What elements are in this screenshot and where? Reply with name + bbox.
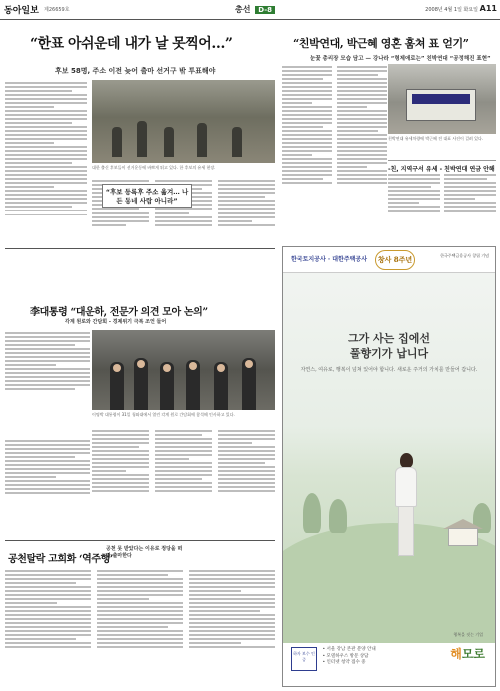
- photo-caption: 친박연대 유세차량에 박근혜 전 대표 사진이 걸려 있다.: [388, 136, 484, 141]
- text-column: [155, 428, 212, 494]
- second-body-left-lower: [5, 438, 90, 496]
- brand-logo: [450, 645, 485, 662]
- right-subhead: 눈꽃 총리장 모습 담고 — 강나라 “형제애로는” 친박연대 “공정해진 표현”: [310, 56, 491, 62]
- main-headline: “한표 아쉬운데 내가 날 못찍어…”: [30, 36, 233, 52]
- ad-tree: [329, 499, 347, 533]
- second-subhead: 각계 원로와 간담회 - 경제위기 극복 조언 들어: [65, 319, 167, 325]
- masthead: [0, 0, 500, 20]
- quality-stamp: 하자 보수 인증: [291, 647, 317, 671]
- ad-slogan: [283, 331, 495, 361]
- text-column: [5, 568, 91, 650]
- anniversary-emblem: 창사 8주년: [375, 250, 415, 270]
- ad-announcement: 한국주택금융공사 창립 기념: [440, 253, 489, 258]
- text-column: [5, 80, 87, 218]
- ad-model-figure: [391, 453, 421, 563]
- ad-info-line: • 모델하우스 방문 상담: [322, 653, 369, 659]
- photo-caption: 대한 출신 후보들이 선거운동에 바쁘게 뛰고 있다. 한 후보의 유세 현장.: [92, 165, 216, 170]
- photo-face: [245, 360, 253, 368]
- photo-person: [110, 362, 124, 410]
- model-legs: [398, 506, 414, 556]
- photo-figure: [232, 127, 242, 157]
- third-side-text: 공천 못 받았다는 이유로 정당을 떠나 출마한다: [106, 546, 183, 559]
- photo-caption: 이명박 대통령이 31일 청와대에서 열린 각계 원로 간담회에 참석해 인사하고 있다.: [92, 412, 235, 417]
- campaign-photo: [92, 80, 275, 163]
- ad-corporation: 한국토지공사 · 대한주택공사: [291, 256, 368, 263]
- second-headline: 李대통령 “대운하, 전문가 의견 모아 논의”: [30, 307, 208, 318]
- dateline: 2008년 4월 1일 화요일: [425, 7, 478, 13]
- second-body-left: [5, 330, 90, 392]
- ad-info-line: • 서울 강남 본관 분양 안내: [322, 647, 376, 652]
- slogan-line: 풀향기가 납니다: [349, 347, 429, 360]
- right-headline: “친박연대, 박근혜 영혼 훔쳐 표 얻기”: [293, 37, 469, 50]
- ad-header: [283, 247, 495, 273]
- section-name: 총선: [235, 5, 251, 14]
- divider: [5, 540, 275, 541]
- text-column: [337, 64, 387, 186]
- text-column: [97, 568, 183, 650]
- third-body: [5, 568, 275, 650]
- text-column: [388, 172, 440, 214]
- text-column: [189, 568, 275, 650]
- model-body: [395, 467, 417, 507]
- third-headline: 공천탈락 고희화 ‘역주행’: [8, 554, 113, 565]
- ad-tree: [303, 493, 321, 533]
- brand-logo-part: 모로: [461, 647, 485, 661]
- photo-figure: [197, 123, 207, 157]
- meeting-photo: [92, 330, 275, 410]
- campaign-van-photo: [388, 64, 496, 134]
- photo-person: [134, 358, 148, 410]
- ad-house: [448, 528, 478, 546]
- section-label: [235, 4, 275, 15]
- ad-slogan-sub: 자연스, 여유로, 행복이 넘쳐 있어야 합니다. 새로운 주거의 가치를 만들어 갑니다.: [300, 367, 478, 373]
- pull-quote: “후보 등록후 주소 옮겨… 나든 동네 사람 아니라”: [102, 184, 192, 208]
- photo-face: [189, 362, 197, 370]
- ad-info: [291, 647, 376, 671]
- photo-person: [160, 362, 174, 410]
- photo-figure: [164, 127, 174, 157]
- right-subsection-title: -친, 지역구서 유세 - 친박연대 연금 안해: [388, 160, 496, 173]
- main-subhead: 후보 58명, 주소 이전 늦어 출마 선거구 밖 투표해야: [55, 67, 216, 75]
- model-head: [400, 453, 413, 468]
- photo-person: [242, 358, 256, 410]
- divider: [5, 248, 275, 249]
- photo-person: [186, 360, 200, 410]
- advertisement: [282, 246, 496, 687]
- brand-logo-part: 해: [450, 647, 462, 661]
- text-column: [282, 64, 332, 186]
- text-column: [444, 172, 496, 214]
- photo-face: [217, 364, 225, 372]
- countdown-badge: D-8: [255, 6, 275, 14]
- newspaper-logo: 동아일보: [4, 6, 39, 16]
- ad-landscape-image: [283, 273, 495, 613]
- paper-number: 제26659호: [44, 7, 70, 13]
- van-sign: [412, 94, 470, 104]
- photo-face: [113, 364, 121, 372]
- text-column: [218, 428, 275, 494]
- photo-figure: [112, 127, 122, 157]
- photo-face: [163, 364, 171, 372]
- photo-person: [214, 362, 228, 410]
- ad-info-lines: [322, 647, 375, 667]
- brand-tagline: 행복을 짓는 기업: [453, 632, 483, 637]
- text-column: [218, 178, 275, 228]
- page-number: A11: [479, 4, 497, 13]
- right-body-lower: [388, 172, 496, 214]
- text-column: [92, 428, 149, 494]
- photo-face: [137, 360, 145, 368]
- slogan-line: 그가 사는 집에선: [347, 332, 431, 345]
- photo-figure: [137, 121, 147, 157]
- second-body-right: [92, 428, 275, 494]
- ad-info-line: • 인터넷 청약 접수 중: [322, 660, 366, 665]
